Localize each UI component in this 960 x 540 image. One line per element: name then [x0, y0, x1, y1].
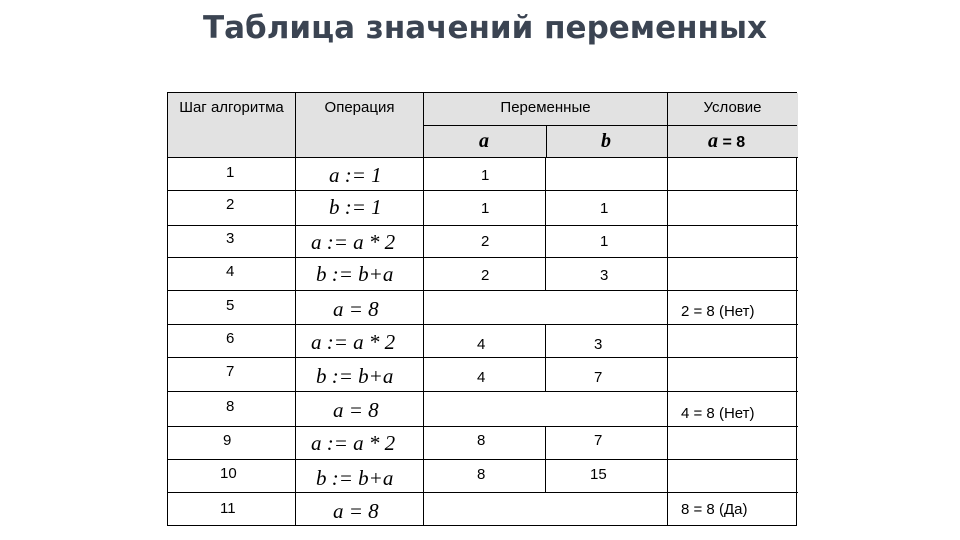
- row-line-3: [168, 225, 798, 226]
- header-variables-label: Переменные: [500, 99, 591, 116]
- operation-3: a := a * 2: [311, 230, 396, 254]
- header-condition-label: Условие: [703, 99, 762, 116]
- row-line-5: [168, 290, 798, 291]
- row-line-2: [168, 190, 798, 191]
- value-a-2: 1: [481, 200, 490, 217]
- row-line-11: [168, 492, 798, 493]
- row-line-10: [168, 459, 798, 460]
- page-title: Таблица значений переменных: [202, 10, 768, 46]
- operation-11: a = 8: [333, 499, 379, 523]
- value-a-10: 8: [477, 466, 486, 483]
- operation-2: b := 1: [329, 195, 382, 219]
- value-b-3: 1: [600, 233, 609, 250]
- header-variables-subrow: [424, 125, 667, 156]
- row-line-8: [168, 391, 798, 392]
- header-condition-expr: [708, 130, 745, 153]
- value-b-6: 3: [594, 336, 603, 353]
- value-a-7: 4: [477, 369, 486, 386]
- step-4: 4: [226, 263, 235, 280]
- value-a-6: 4: [477, 336, 486, 353]
- value-b-2: 1: [600, 200, 609, 217]
- step-10: 10: [220, 465, 237, 482]
- header-condition-var: a: [708, 130, 718, 152]
- header-step-label: Шаг алгоритма: [179, 99, 284, 116]
- step-9: 9: [223, 432, 232, 449]
- step-11: 11: [220, 500, 236, 517]
- step-2: 2: [226, 196, 235, 213]
- step-5: 5: [226, 297, 235, 314]
- step-1: 1: [226, 164, 235, 181]
- header-step-cell: [168, 93, 295, 157]
- value-a-3: 2: [481, 233, 490, 250]
- col-sep-operation: [423, 157, 424, 526]
- value-b-7: 7: [594, 369, 603, 386]
- row-line-6: [168, 324, 798, 325]
- header-condition-cell: [667, 93, 798, 157]
- operation-4: b := b+a: [316, 262, 394, 286]
- condition-8: 4 = 8 (Нет): [681, 405, 755, 422]
- operation-1: a := 1: [329, 163, 382, 187]
- header-var-a: a: [479, 130, 489, 152]
- row-line-1: [168, 157, 798, 158]
- condition-5: 2 = 8 (Нет): [681, 303, 755, 320]
- operation-5: a = 8: [333, 297, 379, 321]
- step-3: 3: [226, 230, 235, 247]
- row-line-4: [168, 257, 798, 258]
- header-condition-subrow: [668, 125, 797, 156]
- operation-8: a = 8: [333, 398, 379, 422]
- values-table: [167, 92, 797, 526]
- operation-9: a := a * 2: [311, 431, 396, 455]
- step-8: 8: [226, 398, 235, 415]
- step-7: 7: [226, 363, 235, 380]
- value-b-4: 3: [600, 267, 609, 284]
- value-a-9: 8: [477, 432, 486, 449]
- header-operation-cell: [295, 93, 423, 157]
- row-line-9: [168, 426, 798, 427]
- header-condition-rest: = 8: [718, 134, 746, 151]
- header-variables-cell: [423, 93, 667, 157]
- value-a-4: 2: [481, 267, 490, 284]
- operation-10: b := b+a: [316, 466, 394, 490]
- step-6: 6: [226, 330, 235, 347]
- header-variables-divider: [546, 126, 547, 157]
- condition-11: 8 = 8 (Да): [681, 501, 748, 518]
- operation-7: b := b+a: [316, 364, 394, 388]
- operation-6: a := a * 2: [311, 330, 396, 354]
- col-sep-ab-1: [545, 157, 546, 290]
- value-a-1: 1: [481, 167, 490, 184]
- value-b-9: 7: [594, 432, 603, 449]
- value-b-10: 15: [590, 466, 607, 483]
- header-var-b: b: [601, 130, 611, 152]
- header-operation-label: Операция: [324, 99, 395, 116]
- col-sep-step: [295, 157, 296, 526]
- col-sep-condition: [667, 157, 668, 526]
- row-line-7: [168, 357, 798, 358]
